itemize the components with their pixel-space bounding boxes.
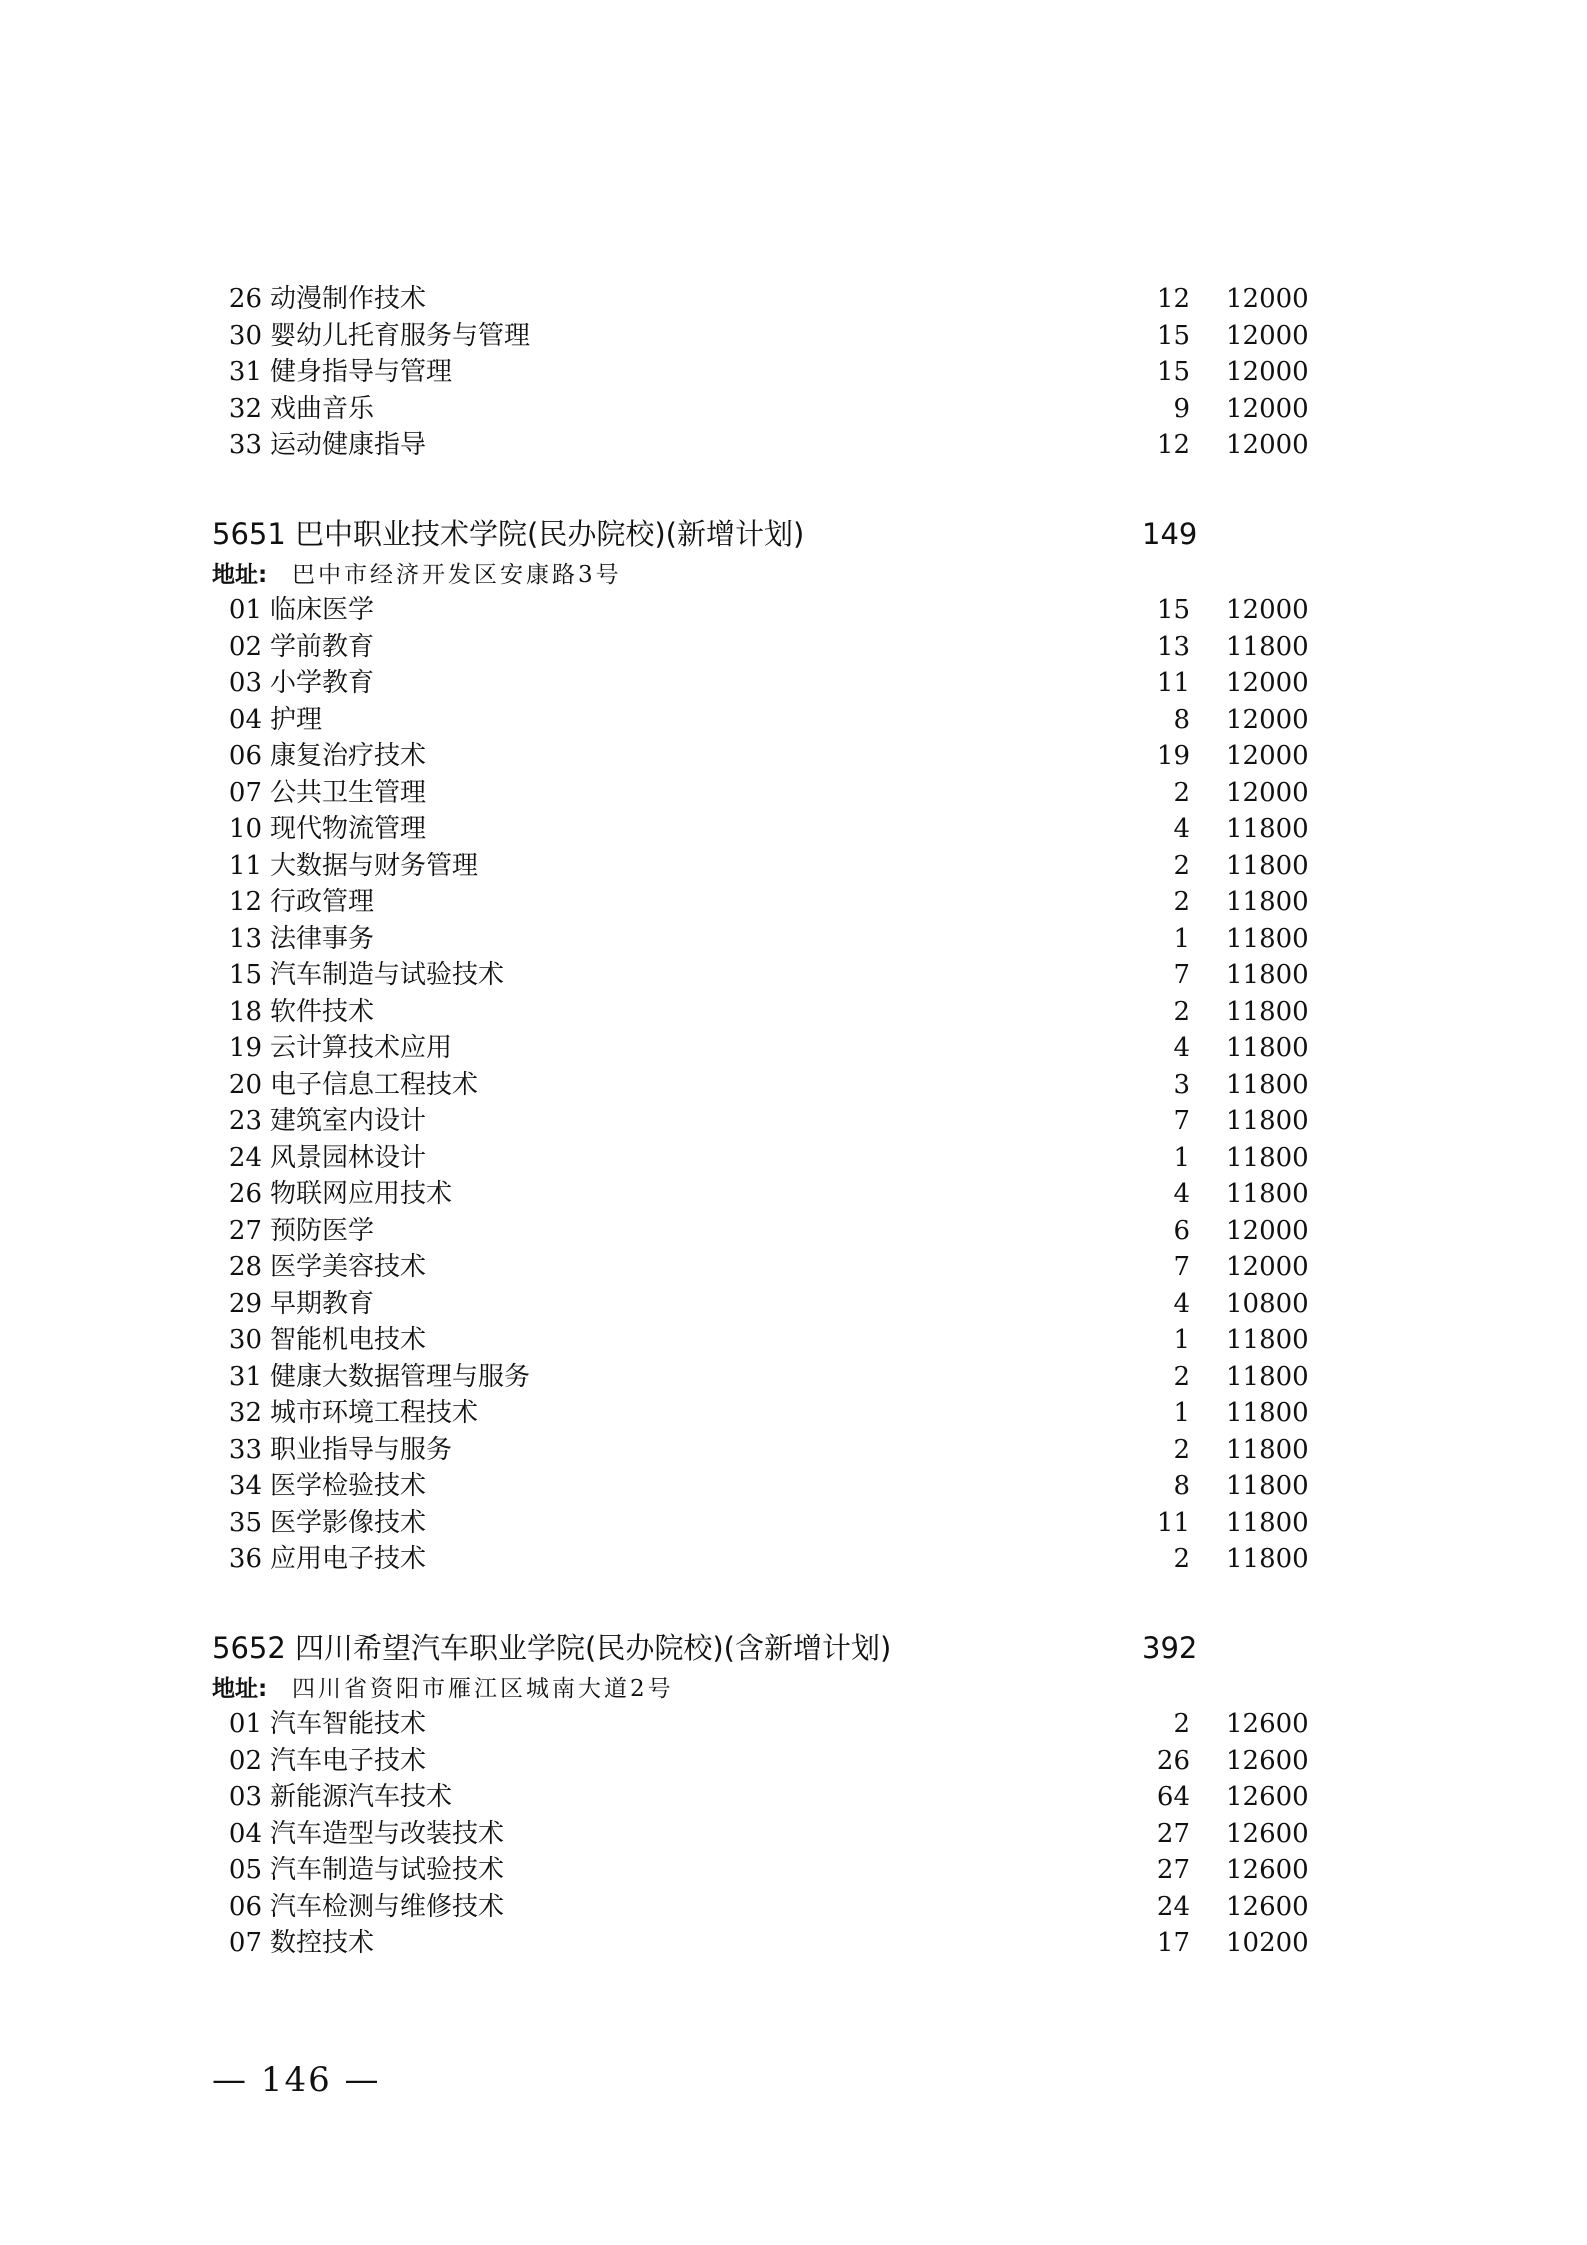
program-row [0, 281, 1587, 318]
enrollment-count: 27 [1156, 1818, 1190, 1849]
address-label: 地址: [212, 562, 268, 588]
enrollment-count: 2 [1173, 1709, 1190, 1739]
enrollment-count: 26 [1156, 1745, 1190, 1776]
program-code: 04 [228, 1818, 262, 1849]
tuition-fee: 11800 [1226, 996, 1309, 1027]
enrollment-count: 12 [1156, 284, 1190, 314]
program-row [0, 318, 1587, 355]
school-total-count: 149 [1142, 517, 1198, 551]
enrollment-count: 2 [1173, 777, 1190, 808]
enrollment-count: 1 [1173, 923, 1190, 954]
program-code: 03 [228, 1782, 262, 1812]
program-code: 07 [228, 1928, 262, 1958]
enrollment-count: 7 [1173, 1252, 1190, 1282]
program-name: 大数据与财务管理 [270, 850, 479, 881]
program-row [0, 391, 1587, 428]
enrollment-count: 2 [1173, 850, 1190, 881]
program-code: 18 [228, 996, 262, 1027]
enrollment-count: 15 [1156, 357, 1190, 387]
program-name: 汽车电子技术 [270, 1745, 427, 1776]
program-row [0, 775, 1587, 812]
program-name: 职业指导与服务 [270, 1434, 453, 1465]
program-code: 31 [228, 1361, 262, 1392]
enrollment-count: 64 [1156, 1782, 1190, 1812]
tuition-fee: 12600 [1226, 1818, 1309, 1849]
school-title: 5652 四川希望汽车职业学院(民办院校)(含新增计划) [212, 1631, 892, 1665]
tuition-fee: 10200 [1226, 1928, 1309, 1958]
top-program-list [0, 281, 1587, 464]
enrollment-count: 2 [1173, 1544, 1190, 1574]
tuition-fee: 11800 [1226, 631, 1309, 662]
address-value: 四川省资阳市雁江区城南大道2号 [292, 1676, 674, 1702]
school-5651-program-list [0, 592, 1587, 1578]
program-name: 现代物流管理 [270, 814, 427, 844]
program-name: 医学影像技术 [270, 1507, 427, 1538]
tuition-fee: 12000 [1226, 741, 1309, 771]
program-row [0, 1395, 1587, 1432]
program-name: 汽车造型与改装技术 [270, 1818, 505, 1849]
program-row [0, 1176, 1587, 1213]
program-name: 戏曲音乐 [270, 393, 375, 424]
program-row [0, 1706, 1587, 1743]
program-name: 建筑室内设计 [270, 1106, 427, 1136]
program-code: 02 [228, 1745, 262, 1776]
tuition-fee: 12600 [1226, 1782, 1309, 1812]
program-row [0, 1249, 1587, 1286]
enrollment-count: 4 [1173, 1179, 1190, 1209]
enrollment-count: 1 [1173, 1398, 1190, 1428]
tuition-fee: 12600 [1226, 1855, 1309, 1885]
program-name: 婴幼儿托育服务与管理 [270, 320, 531, 351]
program-row [0, 1286, 1587, 1323]
enrollment-count: 4 [1173, 814, 1190, 844]
program-row [0, 1852, 1587, 1889]
program-row [0, 702, 1587, 739]
program-code: 33 [228, 430, 262, 460]
program-name: 健身指导与管理 [270, 357, 453, 387]
program-row [0, 1213, 1587, 1250]
school-5651-address [0, 558, 1587, 592]
program-name: 小学教育 [270, 668, 375, 698]
program-row [0, 1468, 1587, 1505]
program-row [0, 811, 1587, 848]
tuition-fee: 11800 [1226, 887, 1309, 917]
program-row [0, 1541, 1587, 1578]
program-row [0, 848, 1587, 885]
tuition-fee: 12000 [1226, 704, 1309, 735]
program-code: 33 [228, 1434, 262, 1465]
tuition-fee: 10800 [1226, 1288, 1309, 1319]
tuition-fee: 12000 [1226, 284, 1309, 314]
program-code: 26 [228, 284, 262, 314]
program-name: 学前教育 [270, 631, 375, 662]
program-code: 12 [228, 887, 262, 917]
tuition-fee: 11800 [1226, 1361, 1309, 1392]
program-row [0, 1067, 1587, 1104]
program-row [0, 1432, 1587, 1469]
program-row [0, 1925, 1587, 1962]
program-code: 20 [228, 1069, 262, 1100]
enrollment-count: 4 [1173, 1288, 1190, 1319]
program-code: 19 [228, 1033, 262, 1063]
program-row [0, 1889, 1587, 1926]
program-row [0, 1322, 1587, 1359]
enrollment-count: 17 [1156, 1928, 1190, 1958]
enrollment-count: 2 [1173, 1361, 1190, 1392]
program-name: 云计算技术应用 [270, 1033, 453, 1063]
enrollment-count: 2 [1173, 887, 1190, 917]
program-code: 05 [228, 1855, 262, 1885]
program-name: 软件技术 [270, 996, 375, 1027]
school-5651-section [0, 510, 1587, 1578]
program-row [0, 921, 1587, 958]
tuition-fee: 11800 [1226, 814, 1309, 844]
program-row [0, 592, 1587, 629]
program-name: 汽车制造与试验技术 [270, 960, 505, 990]
program-name: 运动健康指导 [270, 430, 427, 460]
program-name: 临床医学 [270, 595, 375, 625]
enrollment-count: 1 [1173, 1325, 1190, 1355]
program-row [0, 629, 1587, 666]
program-name: 行政管理 [270, 887, 375, 917]
program-code: 34 [228, 1471, 262, 1501]
program-name: 医学美容技术 [270, 1252, 427, 1282]
enrollment-count: 8 [1173, 704, 1190, 735]
tuition-fee: 12000 [1226, 1215, 1309, 1246]
tuition-fee: 12000 [1226, 357, 1309, 387]
tuition-fee: 12000 [1226, 777, 1309, 808]
program-code: 02 [228, 631, 262, 662]
program-name: 护理 [270, 704, 323, 735]
tuition-fee: 11800 [1226, 1544, 1309, 1574]
program-row [0, 1505, 1587, 1542]
tuition-fee: 11800 [1226, 1179, 1309, 1209]
program-name: 城市环境工程技术 [270, 1398, 479, 1428]
enrollment-count: 11 [1156, 668, 1190, 698]
tuition-fee: 11800 [1226, 1471, 1309, 1501]
enrollment-count: 1 [1173, 1142, 1190, 1173]
program-name: 动漫制作技术 [270, 284, 427, 314]
program-code: 03 [228, 668, 262, 698]
program-row [0, 1816, 1587, 1853]
tuition-fee: 12000 [1226, 320, 1309, 351]
school-5652-header [0, 1624, 1587, 1672]
program-row [0, 1140, 1587, 1177]
tuition-fee: 11800 [1226, 1325, 1309, 1355]
program-code: 32 [228, 393, 262, 424]
program-code: 30 [228, 1325, 262, 1355]
enrollment-count: 4 [1173, 1033, 1190, 1063]
program-code: 01 [228, 1709, 262, 1739]
enrollment-count: 24 [1156, 1891, 1190, 1922]
program-name: 应用电子技术 [270, 1544, 427, 1574]
program-row [0, 1743, 1587, 1780]
tuition-fee: 12600 [1226, 1891, 1309, 1922]
page-number: — 146 — [212, 2060, 381, 2100]
enrollment-count: 9 [1173, 393, 1190, 424]
tuition-fee: 11800 [1226, 1398, 1309, 1428]
program-code: 32 [228, 1398, 262, 1428]
tuition-fee: 11800 [1226, 960, 1309, 990]
enrollment-count: 15 [1156, 320, 1190, 351]
program-code: 15 [228, 960, 262, 990]
enrollment-count: 15 [1156, 595, 1190, 625]
program-row [0, 1359, 1587, 1396]
tuition-fee: 11800 [1226, 1106, 1309, 1136]
program-code: 27 [228, 1215, 262, 1246]
program-name: 康复治疗技术 [270, 741, 427, 771]
program-code: 26 [228, 1179, 262, 1209]
program-code: 06 [228, 741, 262, 771]
program-code: 13 [228, 923, 262, 954]
enrollment-count: 2 [1173, 1434, 1190, 1465]
program-name: 早期教育 [270, 1288, 375, 1319]
school-5652-program-list [0, 1706, 1587, 1962]
program-name: 法律事务 [270, 923, 375, 954]
program-row [0, 665, 1587, 702]
tuition-fee: 11800 [1226, 1507, 1309, 1538]
program-name: 风景园林设计 [270, 1142, 427, 1173]
program-code: 07 [228, 777, 262, 808]
program-code: 11 [228, 850, 262, 881]
program-row [0, 1779, 1587, 1816]
enrollment-count: 13 [1156, 631, 1190, 662]
program-code: 28 [228, 1252, 262, 1282]
program-name: 预防医学 [270, 1215, 375, 1246]
tuition-fee: 12000 [1226, 595, 1309, 625]
program-row [0, 994, 1587, 1031]
tuition-fee: 12600 [1226, 1745, 1309, 1776]
program-name: 汽车制造与试验技术 [270, 1855, 505, 1885]
tuition-fee: 11800 [1226, 1434, 1309, 1465]
program-code: 35 [228, 1507, 262, 1538]
program-code: 30 [228, 320, 262, 351]
tuition-fee: 12000 [1226, 668, 1309, 698]
program-row [0, 354, 1587, 391]
program-row [0, 957, 1587, 994]
school-5652-section [0, 1624, 1587, 1962]
enrollment-count: 12 [1156, 430, 1190, 460]
program-code: 24 [228, 1142, 262, 1173]
enrollment-count: 7 [1173, 1106, 1190, 1136]
school-total-count: 392 [1142, 1631, 1198, 1665]
program-code: 06 [228, 1891, 262, 1922]
program-row [0, 1103, 1587, 1140]
school-title: 5651 巴中职业技术学院(民办院校)(新增计划) [212, 517, 805, 551]
address-label: 地址: [212, 1676, 268, 1702]
program-code: 23 [228, 1106, 262, 1136]
program-code: 29 [228, 1288, 262, 1319]
enrollment-count: 11 [1156, 1507, 1190, 1538]
enrollment-count: 27 [1156, 1855, 1190, 1885]
program-name: 公共卫生管理 [270, 777, 427, 808]
program-row [0, 738, 1587, 775]
program-code: 01 [228, 595, 262, 625]
enrollment-count: 19 [1156, 741, 1190, 771]
tuition-fee: 12600 [1226, 1709, 1309, 1739]
address-value: 巴中市经济开发区安康路3号 [292, 562, 622, 588]
program-row [0, 884, 1587, 921]
tuition-fee: 11800 [1226, 923, 1309, 954]
enrollment-count: 8 [1173, 1471, 1190, 1501]
program-name: 医学检验技术 [270, 1471, 427, 1501]
enrollment-count: 6 [1173, 1215, 1190, 1246]
program-row [0, 1030, 1587, 1067]
school-5652-address [0, 1672, 1587, 1706]
tuition-fee: 11800 [1226, 1069, 1309, 1100]
tuition-fee: 12000 [1226, 430, 1309, 460]
tuition-fee: 11800 [1226, 1033, 1309, 1063]
program-name: 智能机电技术 [270, 1325, 427, 1355]
program-name: 健康大数据管理与服务 [270, 1361, 531, 1392]
program-code: 36 [228, 1544, 262, 1574]
tuition-fee: 12000 [1226, 1252, 1309, 1282]
program-name: 电子信息工程技术 [270, 1069, 479, 1100]
program-code: 31 [228, 357, 262, 387]
program-name: 物联网应用技术 [270, 1179, 453, 1209]
tuition-fee: 11800 [1226, 850, 1309, 881]
program-name: 新能源汽车技术 [270, 1782, 453, 1812]
program-code: 10 [228, 814, 262, 844]
enrollment-count: 7 [1173, 960, 1190, 990]
tuition-fee: 11800 [1226, 1142, 1309, 1173]
program-code: 04 [228, 704, 262, 735]
program-name: 数控技术 [270, 1928, 375, 1958]
program-row [0, 427, 1587, 464]
school-5651-header [0, 510, 1587, 558]
enrollment-count: 2 [1173, 996, 1190, 1027]
tuition-fee: 12000 [1226, 393, 1309, 424]
program-name: 汽车智能技术 [270, 1709, 427, 1739]
program-name: 汽车检测与维修技术 [270, 1891, 505, 1922]
enrollment-count: 3 [1173, 1069, 1190, 1100]
